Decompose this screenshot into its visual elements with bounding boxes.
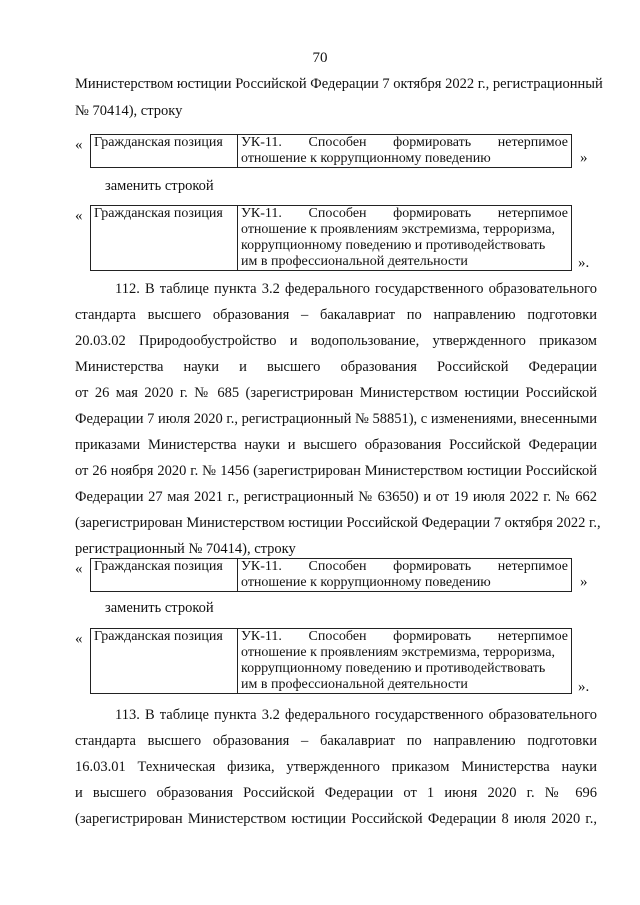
cell-line: отношение к проявлениям экстремизма, терроризма, [241, 222, 555, 237]
cell-line: УК-11. Способен формировать нетерпимое [241, 206, 568, 221]
para112-line-11: регистрационный № 70414), строку [75, 541, 296, 557]
para112-line-8: от 26 ноября 2020 г. № 1456 (зарегистрирован Министерством юстиции Российской [75, 463, 597, 479]
cell-line: коррупционному поведению и противодействовать [241, 661, 546, 676]
table-cell-left: Гражданская позиция [91, 559, 238, 592]
intro-line-2: № 70414), строку [75, 103, 183, 119]
table-cell-right [238, 206, 572, 271]
replace-label-1: заменить строкой [105, 178, 214, 194]
table-cell-right [238, 629, 572, 694]
cell-line: отношение к проявлениям экстремизма, терроризма, [241, 645, 555, 660]
para112-line-7: приказами Министерства науки и высшего образования Российской Федерации [75, 437, 597, 453]
cell-line: отношение к коррупционному поведению [241, 575, 491, 590]
intro-line-1: Министерством юстиции Российской Федерации 7 октября 2022 г., регистрационный [75, 76, 603, 92]
para112-line-10: (зарегистрирован Министерством юстиции Российской Федерации 7 октября 2022 г., [75, 515, 601, 531]
close-quote: » [580, 150, 588, 166]
open-quote: « [75, 208, 83, 224]
table-cell-right [238, 135, 572, 168]
cell-line: УК-11. Способен формировать нетерпимое [241, 135, 568, 150]
para113-line-5: (зарегистрирован Министерством юстиции Российской Федерации 8 июля 2020 г., [75, 811, 597, 827]
para112-line-4: Министерства науки и высшего образования Российской Федерации [75, 359, 597, 375]
new-row-table-2 [90, 628, 572, 694]
page-number: 70 [312, 50, 328, 66]
cell-line: им в профессиональной деятельности [241, 254, 468, 269]
table-cell-left: Гражданская позиция [91, 206, 238, 271]
open-quote: « [75, 137, 83, 153]
new-row-table-1 [90, 205, 572, 271]
cell-line: УК-11. Способен формировать нетерпимое [241, 559, 568, 574]
para112-line-3: 20.03.02 Природообустройство и водопользование, утвержденного приказом [75, 333, 597, 349]
old-row-table-1 [90, 134, 572, 168]
cell-line: им в профессиональной деятельности [241, 677, 468, 692]
open-quote: « [75, 631, 83, 647]
cell-line: отношение к коррупционному поведению [241, 151, 491, 166]
table-cell-left: Гражданская позиция [91, 135, 238, 168]
para112-line-9: Федерации 27 мая 2021 г., регистрационный № 63650) и от 19 июля 2022 г. № 662 [75, 489, 597, 505]
table-cell-left: Гражданская позиция [91, 629, 238, 694]
old-row-table-2 [90, 558, 572, 592]
close-quote-dot: ». [578, 255, 590, 271]
cell-line: УК-11. Способен формировать нетерпимое [241, 629, 568, 644]
close-quote-dot: ». [578, 679, 590, 695]
table-cell-right [238, 559, 572, 592]
para113-line-2: стандарта высшего образования – бакалавриат по направлению подготовки [75, 733, 597, 749]
para112-line-5: от 26 мая 2020 г. № 685 (зарегистрирован Министерством юстиции Российской [75, 385, 597, 401]
replace-label-2: заменить строкой [105, 600, 214, 616]
open-quote: « [75, 561, 83, 577]
para113-line-4: и высшего образования Российской Федерации от 1 июня 2020 г. № 696 [75, 785, 597, 801]
close-quote: » [580, 574, 588, 590]
para112-line-2: стандарта высшего образования – бакалавриат по направлению подготовки [75, 307, 597, 323]
para112-line-1: 112. В таблице пункта 3.2 федерального государственного образовательного [115, 281, 597, 297]
para112-line-6: Федерации 7 июля 2020 г., регистрационный № 58851), с изменениями, внесенными [75, 411, 597, 427]
para113-line-1: 113. В таблице пункта 3.2 федерального государственного образовательного [115, 707, 597, 723]
cell-line: коррупционному поведению и противодействовать [241, 238, 546, 253]
para113-line-3: 16.03.01 Техническая физика, утвержденного приказом Министерства науки [75, 759, 597, 775]
